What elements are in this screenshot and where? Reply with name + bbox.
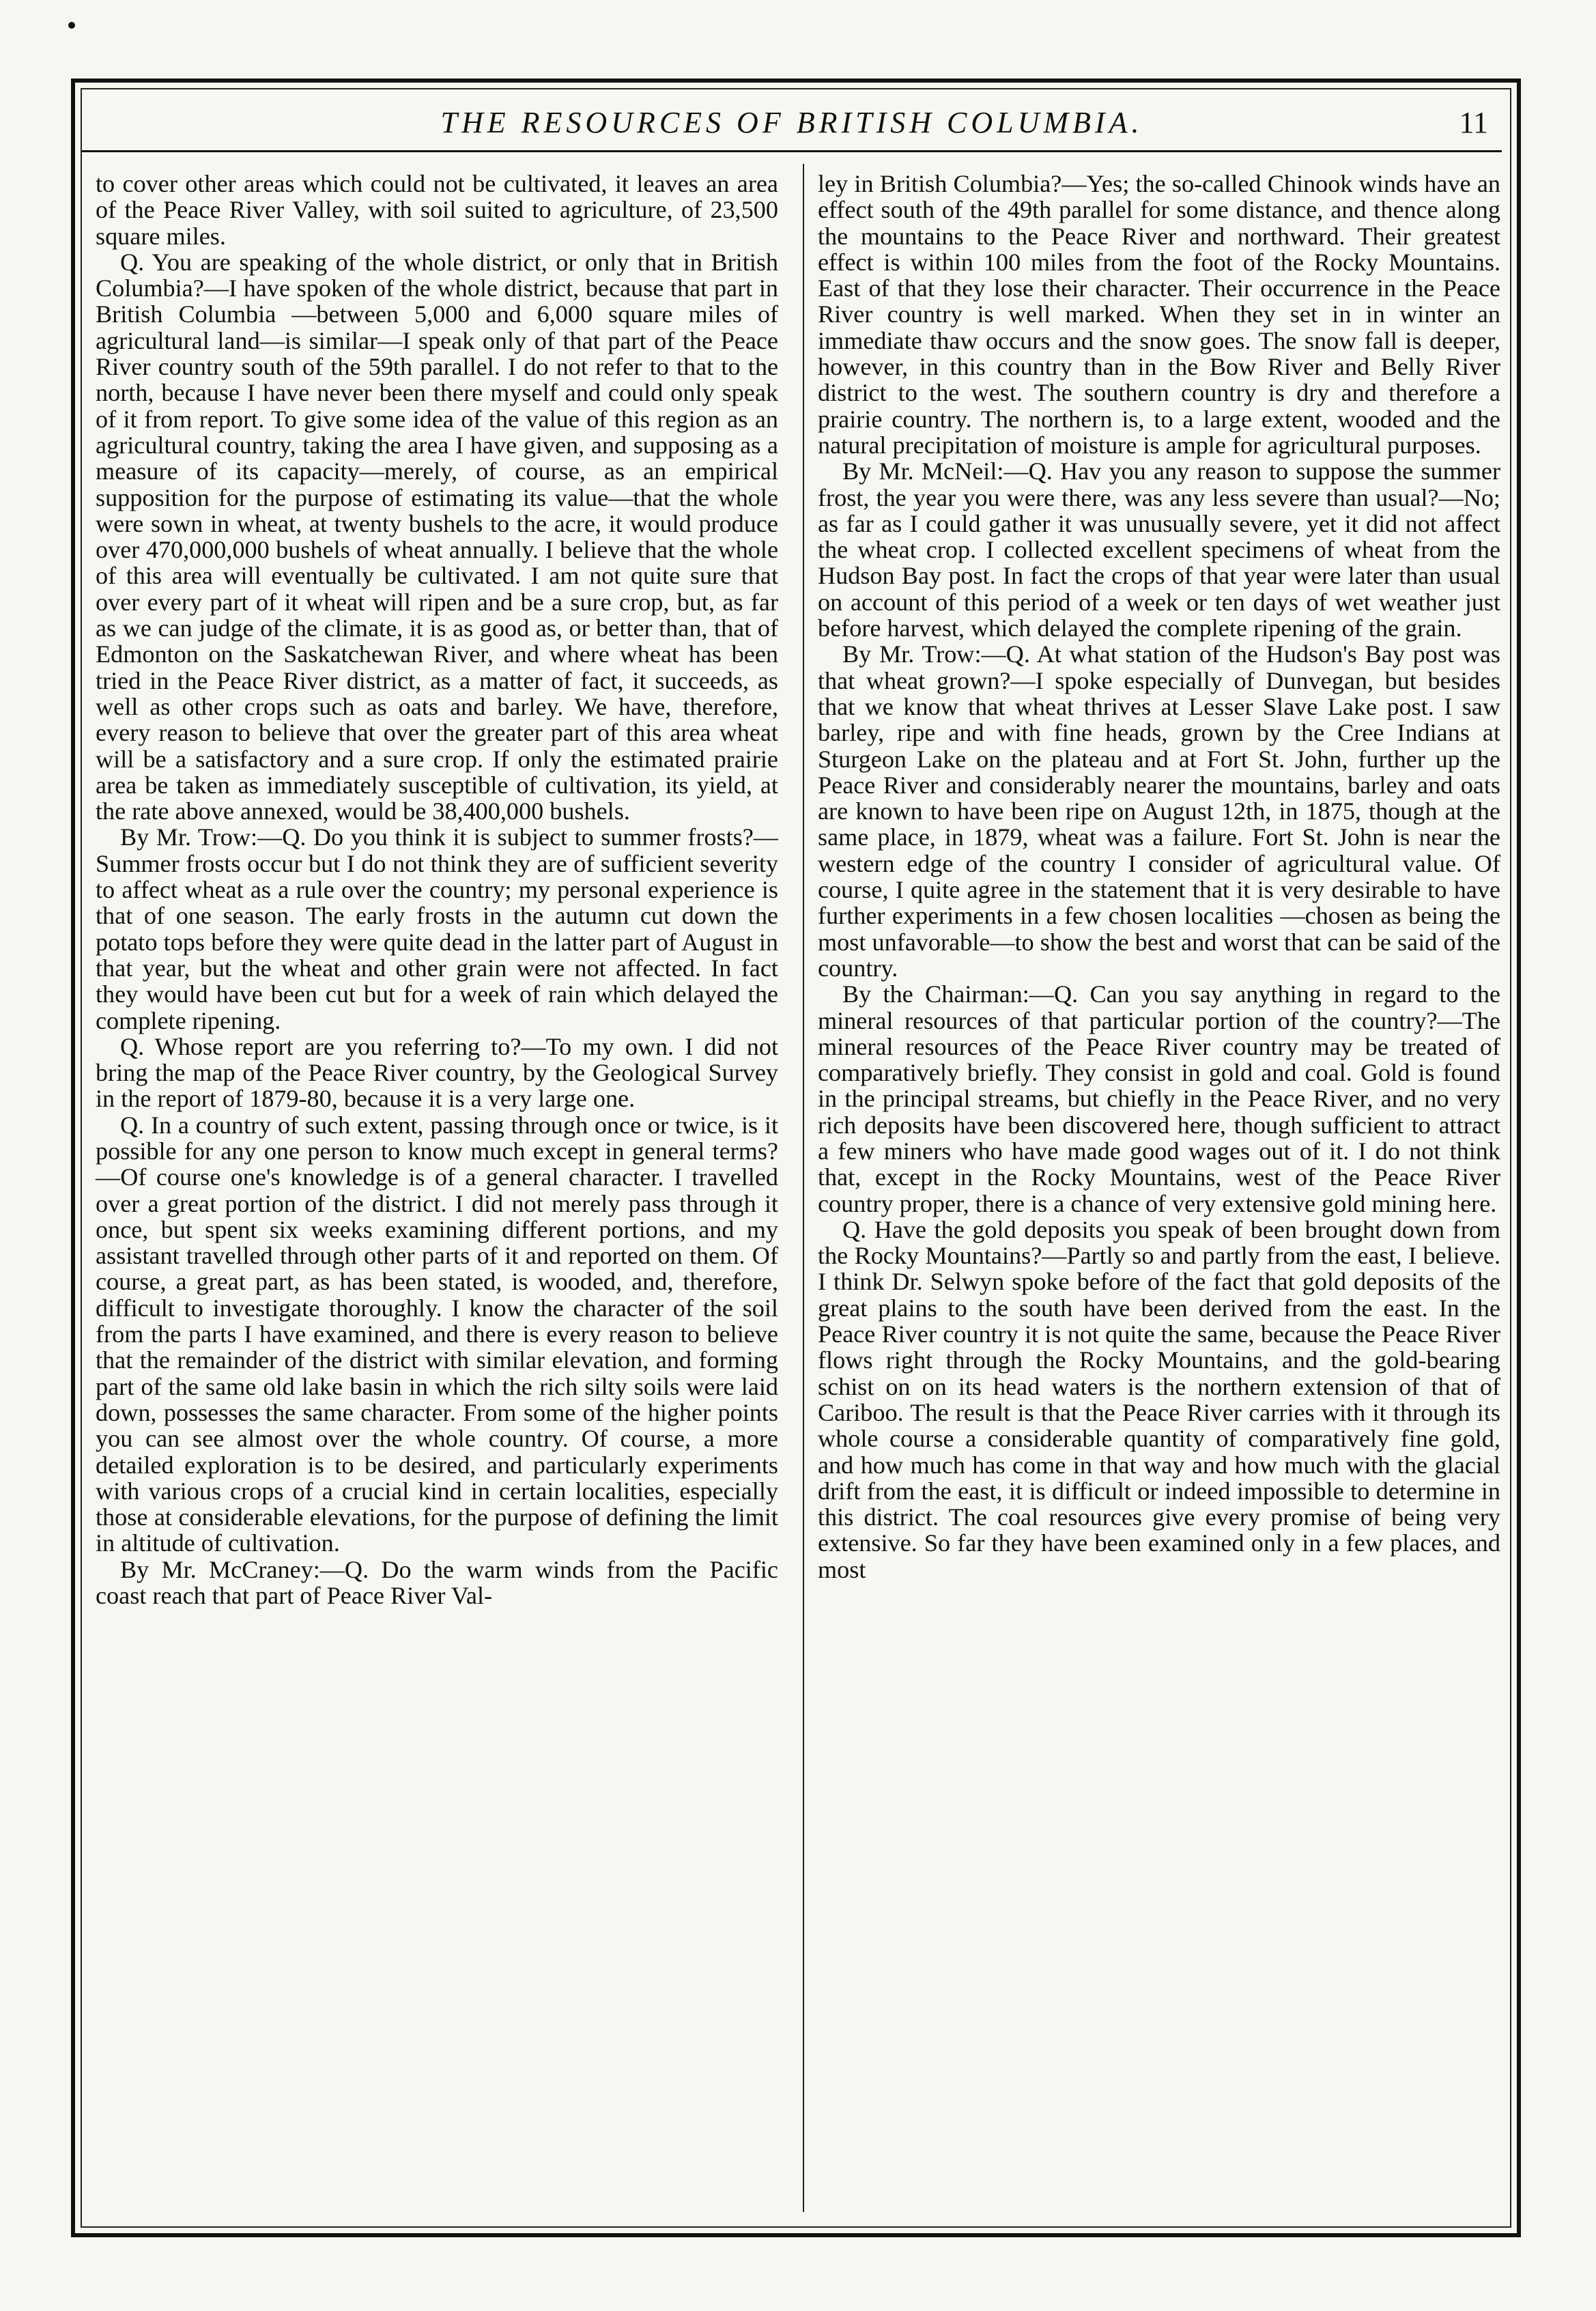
- paragraph: Q. Whose report are you referring to?—To my own. I did not bring the map of the Peace River country, by the Geological Survey in the report of 1879-80, because it is a very large one.: [96, 1032, 778, 1113]
- paragraph: Q. In a country of such extent, passing through once or twice, is it possible for any one person to know much except in general terms?—Of course one's knowledge is of a general character. I travelled over a great portion of the district. I did not merely pass through it once, but spent six weeks examining different portions, and my assistant travelled through other parts of it and reported on them. Of course, a great part, as has been stated, is wooded, and, therefore, difficult to investigate thoroughly. I know the character of the soil from the parts I have examined, and there is every reason to believe that the remainder of the district with similar elevation, and forming part of the same old lake basin in which the rich silty soils were laid down, possesses the same character. From some of the higher points you can see almost over the whole country. Of course, a more detailed exploration is to be desired, and particularly experiments with various crops of a crucial kind in certain localities, especially those at considerable elevations, for the purpose of defining the limit in altitude of cultivation.: [96, 1111, 778, 1557]
- paragraph: Q. Have the gold deposits you speak of been brought down from the Rocky Mountains?—Partly so and partly from the east, I believe. I think Dr. Selwyn spoke before of the fact that gold deposits of the great plains to the south have been derived from the east. In the Peace River country it is not quite the same, because the Peace River flows right through the Rocky Mountains, and the gold-bearing schist on on its head waters is the northern extension of that of Cariboo. The result is that the Peace River carries with it through its whole course a considerable quantity of comparatively fine gold, and how much has come in that way and how much with the glacial drift from the east, it is difficult or indeed impossible to determine in this district. The coal resources give every promise of being very extensive. So far they have been examined only in a few places, and most: [818, 1215, 1500, 1583]
- paragraph: Q. You are speaking of the whole district, or only that in British Columbia?—I have spoken of the whole district, because that part in British Columbia —between 5,000 and 6,000 square miles of agricultural land—is similar—I speak only of that part of the Peace River country south of the 59th parallel. I do not refer to that to the north, because I have never been there myself and could only speak of it from report. To give some idea of the value of this region as an agricultural country, taking the area I have given, and supposing as a measure of its capacity—merely, of course, as an empirical supposition for the purpose of estimating its value—that the whole were sown in wheat, at twenty bushels to the acre, it would produce over 470,000,000 bushels of wheat annually. I believe that the whole of this area will eventually be cultivated. I am not quite sure that over every part of it wheat will ripen and be a sure crop, but, as far as we can judge of the climate, it is as good as, or better than, that of Edmonton on the Saskatchewan River, and where wheat has been tried in the Peace River district, as a matter of fact, it succeeds, as well as other crops such as oats and barley. We have, therefore, every reason to believe that over the greater part of this area wheat will be a satisfactory and a sure crop. If only the estimated prairie area be taken as immediately susceptible of cultivation, its yield, at the rate above annexed, would be 38,400,000 bushels.: [96, 248, 778, 825]
- paragraph: to cover other areas which could not be cultivated, it leaves an area of the Peace River Valley, with soil suited to agriculture, of 23,500 square miles.: [96, 170, 778, 250]
- paragraph: By Mr. McCraney:—Q. Do the warm winds from the Pacific coast reach that part of Peace River Val-: [96, 1555, 778, 1610]
- paragraph: ley in British Columbia?—Yes; the so-called Chinook winds have an effect south of the 49th parallel for some distance, and thence along the mountains to the Peace River and northward. Their greatest effect is within 100 miles from the foot of the Rocky Mountains. East of that they lose their character. Their occurrence in the Peace River country is well marked. When they set in in winter an immediate thaw occurs and the snow goes. The snow fall is deeper, however, in this country than in the Bow River and Belly River district to the west. The southern country is dry and therefore a prairie country. The northern is, to a large extent, wooded and the natural precipitation of moisture is ample for agricultural purposes.: [818, 170, 1500, 459]
- running-title: THE RESOURCES OF BRITISH COLUMBIA.: [440, 106, 1143, 139]
- paragraph: By the Chairman:—Q. Can you say anything in regard to the mineral resources of that particular portion of the country?—The mineral resources of the Peace River country may be treated of comparatively briefly. They consist in gold and coal. Gold is found in the principal streams, but chiefly in the Peace River, and no very rich deposits have been discovered here, though sufficient to attract a few miners who have made good wages out of it. I do not think that, except in the Rocky Mountains, west of the Peace River country proper, there is a chance of very extensive gold mining here.: [818, 980, 1500, 1217]
- column-divider: [803, 164, 804, 2212]
- page-corner-mark: [68, 22, 75, 29]
- paragraph: By Mr. McNeil:—Q. Hav you any reason to suppose the summer frost, the year you were there, was any less severe than usual?—No; as far as I could gather it was unusually severe, yet it did not affect the wheat crop. I collected excellent specimens of wheat from the Hudson Bay post. In fact the crops of that year were later than usual on account of this period of a week or ten days of wet weather just before harvest, which delayed the complete ripening of the grain.: [818, 457, 1500, 642]
- running-header: [82, 96, 1502, 152]
- page-number: 11: [1459, 106, 1488, 139]
- left-column: [96, 171, 778, 1608]
- right-column: [818, 171, 1500, 1583]
- paragraph: By Mr. Trow:—Q. At what station of the Hudson's Bay post was that wheat grown?—I spoke especially of Dunvegan, but besides that we know that wheat thrives at Lesser Slave Lake post. I saw barley, ripe and with fine heads, grown by the Cree Indians at Sturgeon Lake on the plateau and at Fort St. John, further up the Peace River and considerably nearer the mountains, barley and oats are known to have been ripe on August 12th, in 1875, though at the same place, in 1879, wheat was a failure. Fort St. John is near the western edge of the country I consider of agricultural value. Of course, I quite agree in the statement that it is very desirable to have further experiments in a few chosen localities —chosen as being the most unfavorable—to show the best and worst that can be said of the country.: [818, 640, 1500, 982]
- paragraph: By Mr. Trow:—Q. Do you think it is subject to summer frosts?—Summer frosts occur but I do not think they are of sufficient severity to affect wheat as a rule over the country; my personal experience is that of one season. The early frosts in the autumn cut down the potato tops before they were quite dead in the latter part of August in that year, but the wheat and other grain were not affected. In fact they would have been cut but for a week of rain which delayed the complete ripening.: [96, 823, 778, 1034]
